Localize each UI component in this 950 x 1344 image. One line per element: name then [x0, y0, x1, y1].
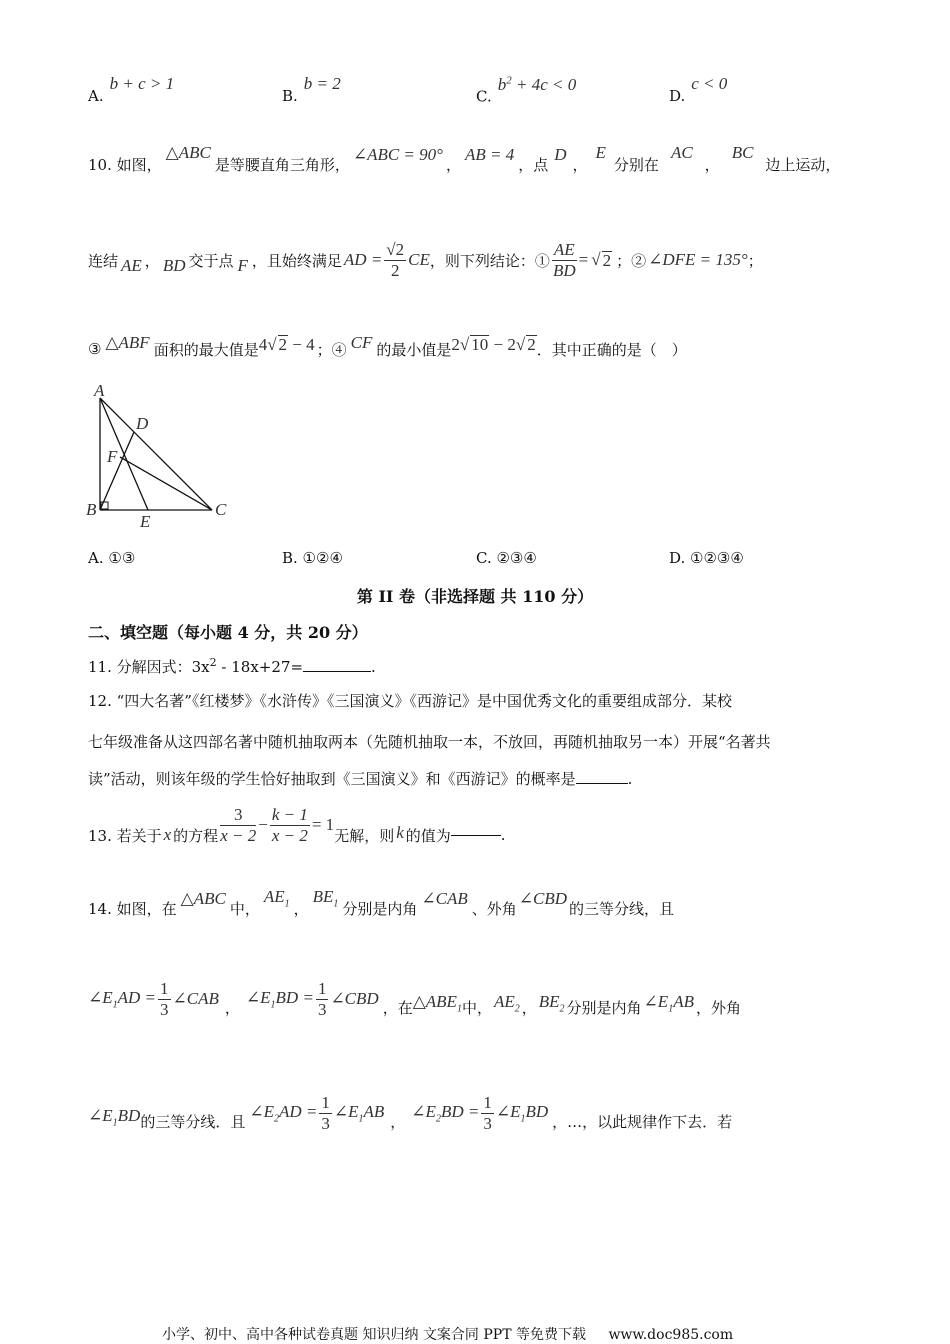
q14-line-3: $\angle E_1BD$ 的三等分线．且 $\angle E_2AD$ = $\frac{1}{3}$ $\angle E_1AB$ ， $\angle E_2BD$ = $\frac{1}{3}$ $\angle E_1BD$ ，…，以此规律作下去．若	[88, 1092, 733, 1133]
q9-option-d: D.c < 0	[669, 74, 728, 105]
section-2-heading: 二、填空题（每小题 4 分，共 20 分）	[88, 623, 368, 642]
q9-option-b: B.b = 2	[282, 74, 341, 105]
q14-line-2: $\angle E_1AD$ = $\frac{1}{3}$ ∠CAB ， $\angle E_1BD$ = $\frac{1}{3}$ ∠CBD ，在 $\triangle ABE_1$ 中， $AE_2$ ， $BE_2$ 分别是内角 $\angle E_1AB$ ，外角	[88, 978, 741, 1019]
q12-line-1: 12. “四大名著”《红楼梦》《水浒传》《三国演义》《西游记》是中国优秀文化的重要组成部分．某校	[88, 692, 732, 710]
q13-answer-blank[interactable]	[451, 834, 501, 836]
section-2-title: 第 II 卷（非选择题 共 110 分）	[356, 587, 594, 606]
q14-line-1: 14. 如图，在△ABC中，$AE_1$ ，$BE_1$ 分别是内角∠CAB、外角∠CBD的三等分线，且	[88, 887, 675, 918]
q12-answer-blank[interactable]	[576, 782, 628, 784]
q12-line-3: 读”活动，则该年级的学生恰好抽取到《三国演义》和《西游记》的概率是 .	[88, 770, 633, 788]
label-f: F	[107, 447, 118, 466]
q10-option-c: C. ②③④	[476, 549, 537, 567]
footer-url[interactable]: www.doc985.com	[608, 1327, 734, 1343]
label-d: D	[136, 414, 149, 433]
footer-text: 小学、初中、高中各种试卷真题 知识归纳 文案合同 PPT 等免费下载	[162, 1327, 586, 1343]
q9-option-a: A.b + c > 1	[88, 74, 175, 105]
q10-option-d: D. ①②③④	[669, 549, 744, 567]
label-b: B	[86, 500, 97, 519]
q11: 11. 分解因式：$3x^2 - 18x+27=$ .	[88, 656, 376, 676]
q9-option-c: $C.b^2 + 4c < 0$	[476, 74, 577, 106]
q10-line-1: 10. 如图，△ABC是等腰直角三角形，∠ABC = 90°，AB = 4，点D，E分别在AC，BC边上运动，	[88, 143, 841, 174]
footer	[162, 1324, 733, 1344]
q11-answer-blank[interactable]	[303, 670, 371, 672]
label-e: E	[140, 512, 151, 531]
q10-option-a: A. ①③	[88, 549, 136, 567]
label-a: A	[94, 382, 105, 400]
segment-bd	[100, 432, 134, 510]
q10-line-2: 连结 AE ， BD 交于点 F ，且始终满足 AD = $\frac{√2}{2}$ CE ，则下列结论：① $\frac{AE}{BD}$ = √ 2 ；② ∠DFE = 135° ；	[88, 239, 763, 280]
q13: 13. 若关于 x 的方程 $\frac{3}{x - 2}$ − $\frac{k - 1}{x - 2}$ = 1 无解，则 k 的值为 .	[88, 804, 506, 845]
label-c: C	[215, 500, 227, 519]
q10-figure	[84, 382, 244, 532]
q10-line-3: ③ △ABF 面积的最大值是 4√ 2 − 4 ；④ CF 的最小值是 2√ 10 − 2√ 2 ．其中正确的是（ ）	[88, 333, 687, 359]
segment-fc	[120, 457, 212, 510]
q12-line-2: 七年级准备从这四部名著中随机抽取两本（先随机抽取一本，不放回，再随机抽取另一本）开展“名著共	[88, 733, 771, 751]
q10-option-b: B. ①②④	[282, 549, 343, 567]
